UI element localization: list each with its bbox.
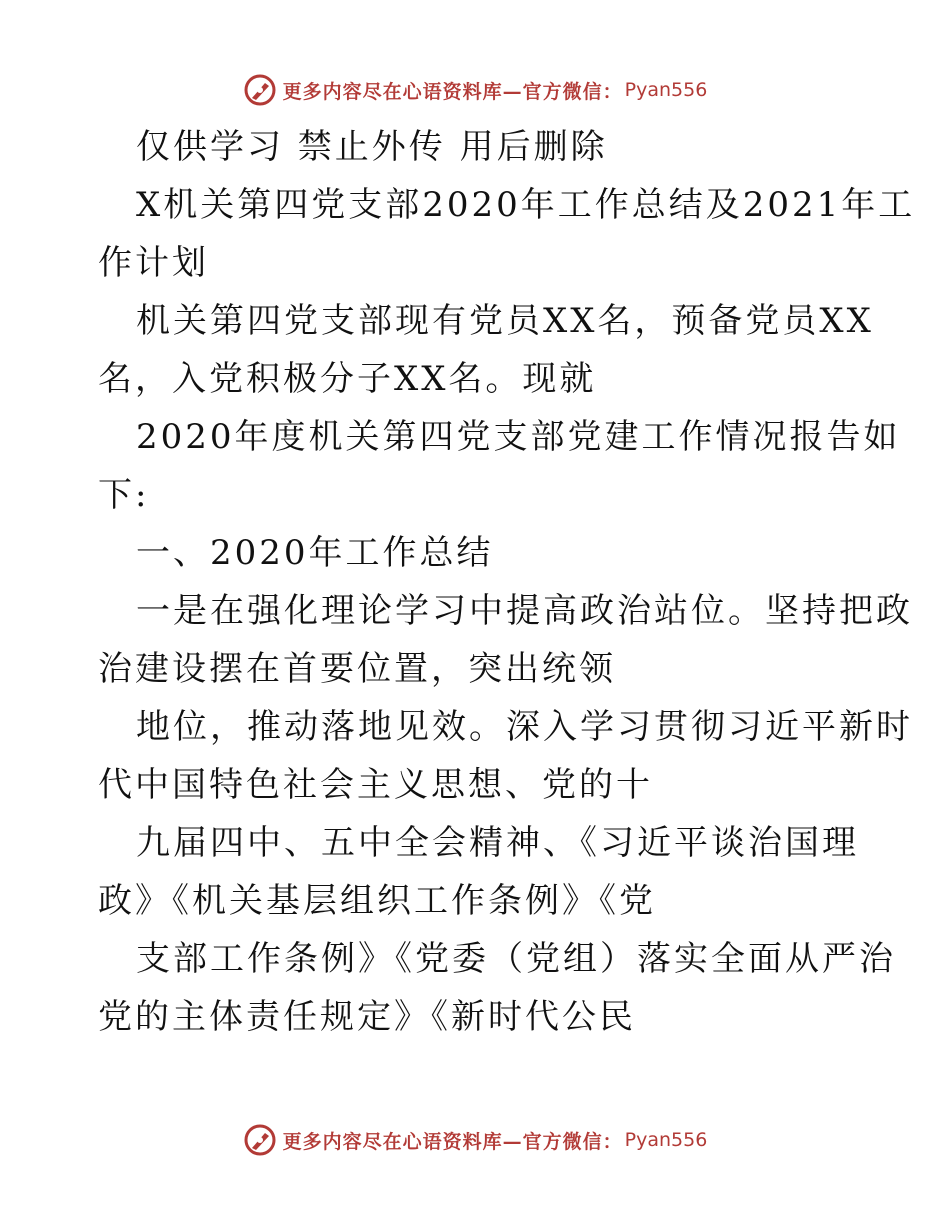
text-line: 作计划 [98,243,209,283]
document-body [98,118,916,1046]
watermark-header [0,70,950,110]
watermark-account: Pyan556 [624,79,708,101]
text-line: 下: [98,475,150,515]
text-line: 支部工作条例》《党委（党组）落实全面从严治 [136,939,896,979]
text-line: 代中国特色社会主义思想、党的十 [98,765,653,805]
text-line: 九届四中、五中全会精神、《习近平谈治国理 [136,823,859,863]
text-line: 一、2020年工作总结 [136,533,494,573]
watermark-text: 更多内容尽在心语资料库—官方微信： [282,1130,623,1153]
watermark-account: Pyan556 [624,1129,708,1151]
text-line: 政》《机关基层组织工作条例》《党 [98,881,656,921]
pen-logo-icon [243,1123,277,1157]
text-line: 一是在强化理论学习中提高政治站位。坚持把政 [136,591,913,631]
text-line: 治建设摆在首要位置，突出统领 [98,649,616,689]
text-line: 党的主体责任规定》《新时代公民 [98,997,636,1037]
pen-logo-icon [243,73,277,107]
text-line: 2020年度机关第四党支部党建工作情况报告如 [136,417,901,457]
text-line: 仅供学习 禁止外传 用后删除 [136,127,608,167]
text-line: X机关第四党支部2020年工作总结及2021年工 [136,185,916,225]
watermark-text: 更多内容尽在心语资料库—官方微信： [282,80,623,103]
text-line: 机关第四党支部现有党员XX名，预备党员XX [136,301,874,341]
text-line: 名，入党积极分子XX名。现就 [98,359,597,399]
watermark-footer [0,1120,950,1160]
text-line: 地位，推动落地见效。深入学习贯彻习近平新时 [136,707,913,747]
